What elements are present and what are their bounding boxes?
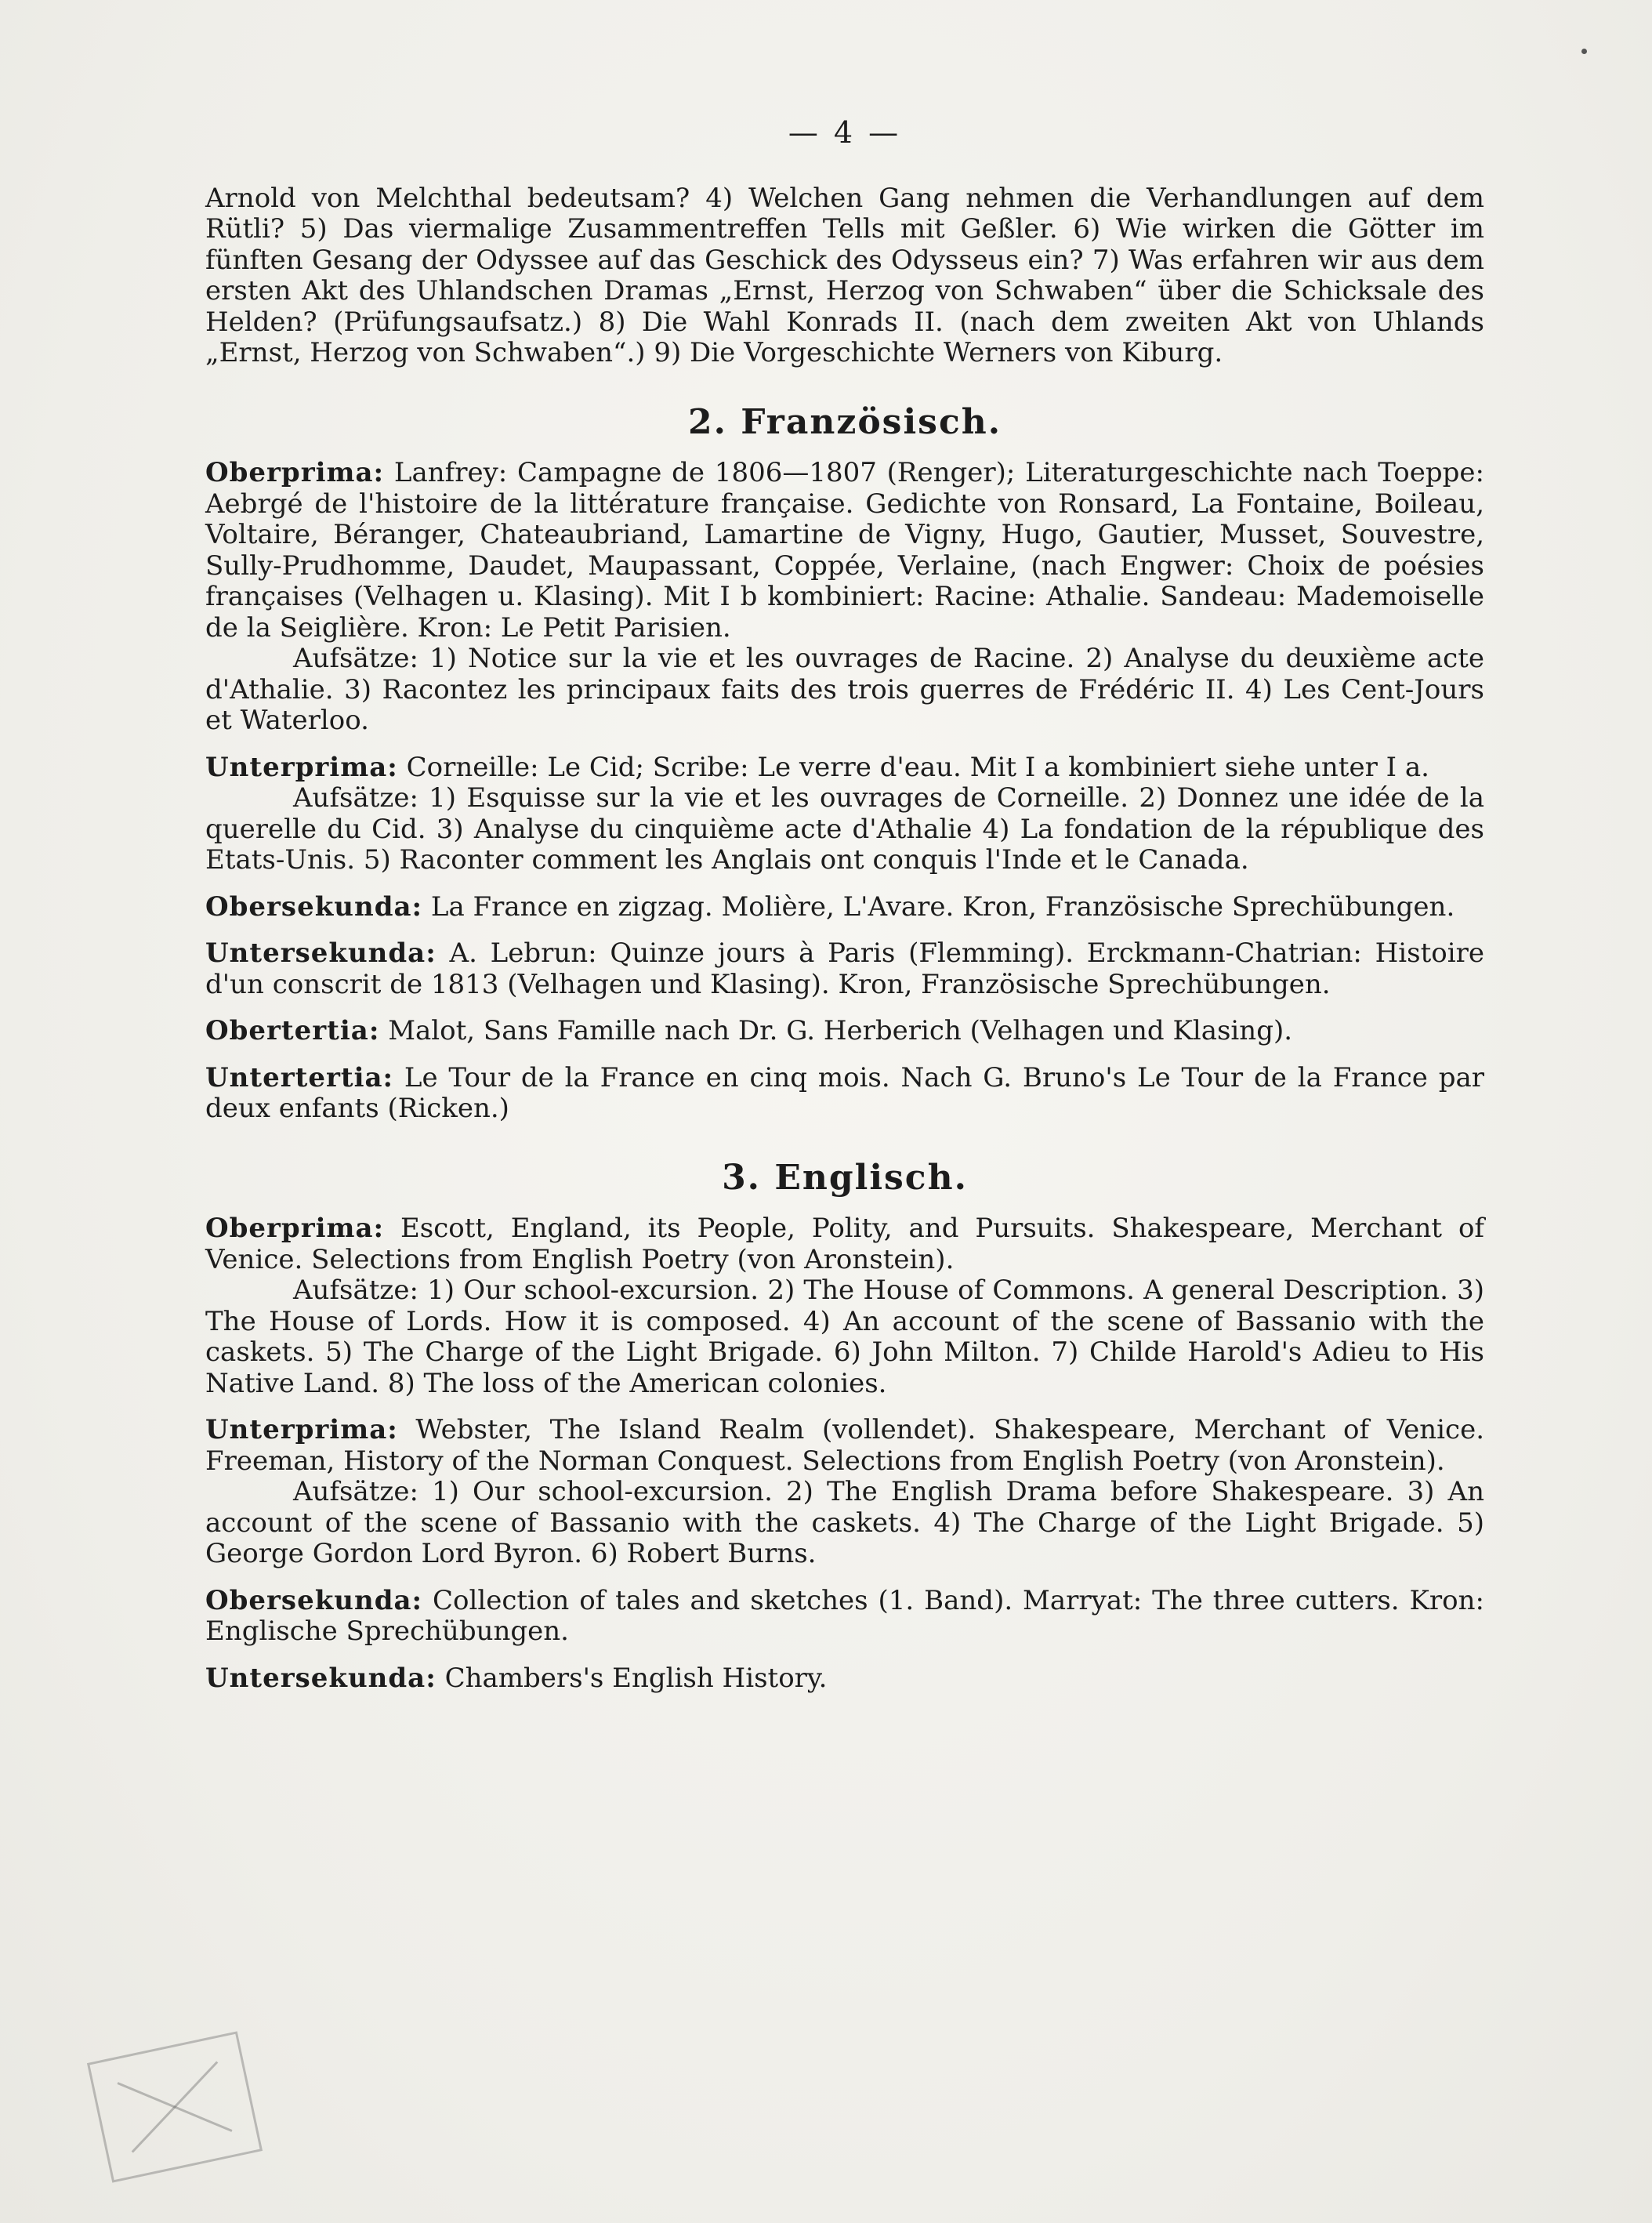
section-heading-french: 2. Französisch. [687, 401, 1002, 442]
reading-list: A. Lebrun: Quinze jours à Paris (Flemming). Erckmann-Chatrian: Histoire d'un conscrit de 1813 (Velhagen und Klasing). Kron, Französische Sprechübungen. [205, 937, 1484, 1000]
class-label: Obersekunda: [205, 890, 423, 923]
reading-list: Malot, Sans Famille nach Dr. G. Herberich (Velhagen und Klasing). [388, 1015, 1293, 1046]
french-unterprima-essays: Aufsätze: 1) Esquisse sur la vie et les ouvrages de Corneille. 2) Donnez une idée de la querelle du Cid. 3) Analyse du cinquième acte d'Athalie 4) La fondation de la république des Etats-Unis. 5) Raconter comment les Anglais ont conquis l'Inde et le Canada. [205, 782, 1484, 876]
class-label: Oberprima: [205, 457, 385, 488]
reading-list: Lanfrey: Campagne de 1806—1807 (Renger); Literaturgeschichte nach Toeppe: Aebrgé de l'histoire de la littérature française. Gedichte von Ronsard, La Fontaine, Boileau, Voltaire, Béranger, Chateaubriand, Lamartine de Vigny, Hugo, Gautier, Musset, Souvestre, Sully-Prudhomme, Daudet, Maupassant, Coppée, Verlaine, (nach Engwer: Choix de poésies françaises (Velhagen u. Klasing). Mit I b kombiniert: Racine: Athalie. Sandeau: Mademoiselle de la Seiglière. Kron: Le Petit Parisien. [205, 457, 1484, 644]
ink-speck [1581, 49, 1587, 54]
french-untersekunda [205, 938, 1484, 1000]
french-oberprima-essays: Aufsätze: 1) Notice sur la vie et les ouvrages de Racine. 2) Analyse du deuxième acte d'Athalie. 3) Racontez les principaux faits des trois guerres de Frédéric II. 4) Les Cent-Jours et Waterloo. [205, 643, 1484, 736]
intro-paragraph: Arnold von Melchthal bedeutsam? 4) Welchen Gang nehmen die Verhandlungen auf dem Rütli? 5) Das viermalige Zusammentreffen Tells mit Geßler. 6) Wie wirken die Götter im fünften Gesang der Odyssee auf das Geschick des Odysseus ein? 7) Was erfahren wir aus dem ersten Akt des Uhlandschen Dramas „Ernst, Herzog von Schwaben“ über die Schicksale des Helden? (Prüfungsaufsatz.) 8) Die Wahl Konrads II. (nach dem zweiten Akt von Uhlands „Ernst, Herzog von Schwaben“.) 9) Die Vorgeschichte Werners von Kiburg. [205, 182, 1484, 368]
page-number: — 4 — [788, 115, 902, 150]
reading-list: La France en zigzag. Molière, L'Avare. Kron, Französische Sprechübungen. [430, 890, 1455, 923]
reading-list: Collection of tales and sketches (1. Band). Marryat: The three cutters. Kron: Englische Sprechübungen. [205, 1584, 1484, 1647]
french-unterprima [205, 752, 1484, 784]
class-label: Untersekunda: [205, 937, 437, 969]
library-stamp [87, 2031, 263, 2182]
english-obersekunda [205, 1586, 1484, 1648]
page-content [205, 115, 1484, 1710]
class-label: Unterprima: [205, 751, 398, 783]
class-label: Obertertia: [205, 1015, 380, 1046]
stamp-cross-icon [108, 2053, 241, 2162]
reading-list: Chambers's English History. [444, 1662, 828, 1694]
french-obersekunda [205, 892, 1484, 923]
reading-list: Escott, England, its People, Polity, and Pursuits. Shakespeare, Merchant of Venice. Selections from English Poetry (von Aronstein). [205, 1213, 1484, 1275]
french-oberprima [205, 458, 1484, 644]
class-label: Untersekunda: [205, 1662, 437, 1694]
reading-list: Le Tour de la France en cinq mois. Nach G. Bruno's Le Tour de la France par deux enfants (Ricken.) [205, 1061, 1484, 1124]
class-label: Untertertia: [205, 1061, 394, 1093]
class-label: Unterprima: [205, 1414, 398, 1445]
class-label: Obersekunda: [205, 1584, 423, 1616]
french-untertertia [205, 1063, 1484, 1125]
french-obertertia [205, 1016, 1484, 1047]
english-unterprima [205, 1415, 1484, 1477]
english-oberprima [205, 1213, 1484, 1275]
english-untersekunda [205, 1663, 1484, 1695]
class-label: Oberprima: [205, 1213, 385, 1244]
section-heading-english: 3. Englisch. [722, 1157, 968, 1198]
reading-list: Corneille: Le Cid; Scribe: Le verre d'eau. Mit I a kombiniert siehe unter I a. [406, 751, 1429, 783]
english-oberprima-essays: Aufsätze: 1) Our school-excursion. 2) The House of Commons. A general Description. 3) The House of Lords. How it is composed. 4) An account of the scene of Bassanio with the caskets. 5) The Charge of the Light Brigade. 6) John Milton. 7) Childe Harold's Adieu to His Native Land. 8) The loss of the American colonies. [205, 1275, 1484, 1399]
english-unterprima-essays: Aufsätze: 1) Our school-excursion. 2) The English Drama before Shakespeare. 3) An account of the scene of Bassanio with the caskets. 4) The Charge of the Light Brigade. 5) George Gordon Lord Byron. 6) Robert Burns. [205, 1476, 1484, 1569]
reading-list: Webster, The Island Realm (vollendet). Shakespeare, Merchant of Venice. Freeman, History of the Norman Conquest. Selections from English Poetry (von Aronstein). [205, 1414, 1484, 1477]
